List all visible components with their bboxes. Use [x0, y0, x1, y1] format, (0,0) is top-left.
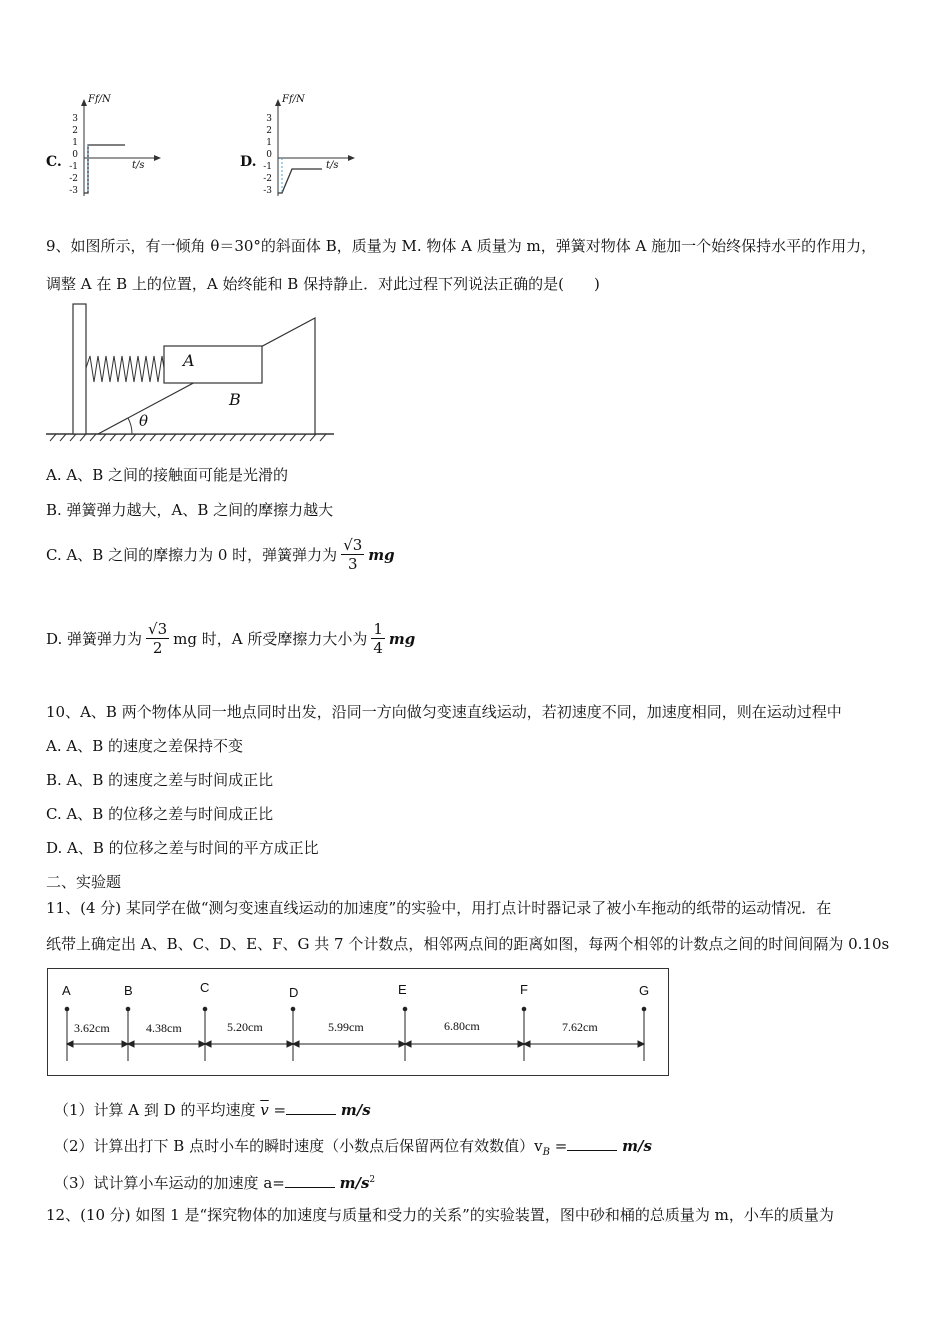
q9-option-d — [46, 620, 415, 657]
q11-sub3 — [54, 1170, 375, 1193]
q9-option-d-mid: mg 时，A 所受摩擦力大小为 — [173, 629, 368, 648]
graph-c-ylabel: Ff/N — [88, 94, 111, 105]
fraction-denominator: 3 — [347, 555, 358, 573]
tick: -3 — [263, 186, 272, 196]
q9-option-c-fraction — [341, 536, 364, 573]
tick: -2 — [263, 174, 272, 184]
q11-sub3-blank[interactable] — [285, 1173, 335, 1188]
tape-distance-cd: 5.20cm — [227, 1020, 263, 1034]
q9-label-b: B — [229, 390, 241, 409]
tape-point-b: B — [124, 983, 133, 998]
tape-distance-ef: 6.80cm — [444, 1019, 480, 1033]
q9-option-d-text: D. 弹簧弹力为 — [46, 629, 143, 648]
tick: -3 — [69, 186, 78, 196]
q11-sub1-text: （1）计算 A 到 D 的平均速度 — [54, 1101, 256, 1119]
graph-d-option-label: D. — [240, 154, 257, 170]
fraction-denominator: 2 — [152, 639, 163, 657]
q11-stem-line2: 纸带上确定出 A、B、C、D、E、F、G 共 7 个计数点，相邻两点间的距离如图，每两个相邻的计数点之间的时间间隔为 0.10s — [46, 935, 890, 953]
tape-point-d: D — [289, 985, 299, 1000]
graph-d-x-arrow — [348, 155, 355, 161]
graph-d-y-arrow — [275, 99, 281, 106]
q11-sub1-blank[interactable] — [286, 1100, 336, 1115]
tick: 0 — [266, 150, 272, 160]
section-heading: 二、实验题 — [46, 873, 122, 891]
q10-option-d: D. A、B 的位移之差与时间的平方成正比 — [46, 839, 319, 857]
q11-sub2-eq: = — [554, 1137, 568, 1155]
tick: 1 — [266, 138, 272, 148]
q9-label-theta: θ — [139, 412, 149, 430]
tape-distance-bc: 4.38cm — [146, 1021, 182, 1035]
tick: 3 — [266, 114, 272, 124]
fraction-numerator: √3 — [343, 536, 363, 554]
tick: 3 — [72, 114, 78, 124]
q10-option-c: C. A、B 的位移之差与时间成正比 — [46, 805, 274, 823]
q11-sub3-sup: 2 — [369, 1175, 376, 1185]
q11-sub3-unit: m/s — [339, 1174, 370, 1192]
graph-d-ylabel: Ff/N — [282, 94, 305, 105]
q11-sub1 — [54, 1100, 371, 1120]
graph-c-x-arrow — [154, 155, 161, 161]
q11-stem-line1: 11、(4 分) 某同学在做“测匀变速直线运动的加速度”的实验中，用打点计时器记录了被小车拖动的纸带的运动情况．在 — [46, 899, 832, 917]
q11-sub2-subscript: B — [542, 1147, 550, 1158]
q10-option-b: B. A、B 的速度之差与时间成正比 — [46, 771, 274, 789]
tape-point-c: C — [200, 980, 210, 995]
graph-c — [44, 96, 164, 200]
q9-option-d-mg: mg — [388, 629, 416, 648]
tick: -2 — [69, 174, 78, 184]
q11-sub1-eq: = — [273, 1101, 287, 1119]
tape-dimension-lines — [67, 1041, 644, 1047]
graph-c-option-label: C. — [46, 154, 62, 170]
q9-option-c — [46, 536, 395, 573]
q9-option-c-mg: mg — [368, 545, 395, 564]
wall — [73, 304, 86, 434]
fraction-numerator: √3 — [148, 620, 168, 638]
tick: 2 — [266, 126, 272, 136]
q11-sub2-text: （2）计算出打下 B 点时小车的瞬时速度（小数点后保留两位有效数值）v — [54, 1137, 543, 1155]
tape-dots — [65, 1007, 647, 1012]
q9-option-c-text: C. A、B 之间的摩擦力为 0 时，弹簧弹力为 — [46, 545, 338, 564]
q9-option-a: A. A、B 之间的接触面可能是光滑的 — [46, 466, 288, 484]
q9-option-d-fraction2 — [371, 620, 385, 657]
q9-figure — [44, 300, 338, 442]
q11-sub2-blank[interactable] — [567, 1136, 617, 1151]
paper-tape-figure — [47, 968, 669, 1076]
fraction-denominator: 4 — [373, 639, 383, 657]
q10-option-a: A. A、B 的速度之差保持不变 — [46, 737, 243, 755]
q11-sub3-text: （3）试计算小车运动的加速度 a= — [54, 1174, 285, 1192]
tick: 2 — [72, 126, 78, 136]
tick: -1 — [69, 162, 78, 172]
tick: 0 — [72, 150, 78, 160]
tick: -1 — [263, 162, 272, 172]
q9-stem-line1: 9、如图所示，有一倾角 θ＝30°的斜面体 B，质量为 M. 物体 A 质量为 m，弹簧对物体 A 施加一个始终保持水平的作用力， — [46, 237, 877, 255]
graph-d-ticks — [260, 113, 272, 197]
graph-d-xlabel: t/s — [326, 160, 339, 171]
tape-distance-de: 5.99cm — [328, 1020, 364, 1034]
graph-c-curve — [84, 145, 125, 193]
q9-stem-line2: 调整 A 在 B 上的位置，A 始终能和 B 保持静止．对此过程下列说法正确的是( ) — [46, 275, 600, 293]
tape-point-e: E — [398, 982, 407, 997]
q12-stem-line1: 12、(10 分) 如图 1 是“探究物体的加速度与质量和受力的关系”的实验装置，图中砂和桶的总质量为 m，小车的质量为 — [46, 1206, 834, 1224]
tape-point-g: G — [639, 983, 650, 998]
graph-d-curve — [278, 169, 322, 193]
graph-d — [238, 96, 358, 200]
tape-point-f: F — [520, 982, 528, 997]
graph-c-xlabel: t/s — [132, 160, 145, 171]
tape-distance-ab: 3.62cm — [74, 1021, 110, 1035]
graph-c-y-arrow — [81, 99, 87, 106]
q9-label-a: A — [183, 351, 195, 370]
fraction-numerator: 1 — [373, 620, 383, 638]
tick: 1 — [72, 138, 78, 148]
tape-distance-fg: 7.62cm — [562, 1020, 598, 1034]
q10-stem: 10、A、B 两个物体从同一地点同时出发，沿同一方向做匀变速直线运动，若初速度不同，加速度相同，则在运动过程中 — [46, 703, 842, 721]
graph-c-ticks — [66, 113, 78, 197]
spring — [86, 356, 164, 382]
ground-hatch — [50, 434, 326, 441]
q11-sub1-unit: m/s — [340, 1101, 371, 1119]
q11-sub2 — [54, 1136, 652, 1163]
block-a — [164, 346, 262, 383]
q11-sub1-vbar: $\overline{v}$ — [260, 1101, 269, 1119]
q9-option-d-fraction1 — [146, 620, 169, 657]
q11-sub2-unit: m/s — [622, 1137, 652, 1155]
q9-option-b: B. 弹簧弹力越大，A、B 之间的摩擦力越大 — [46, 501, 334, 519]
tape-point-a: A — [62, 983, 71, 998]
